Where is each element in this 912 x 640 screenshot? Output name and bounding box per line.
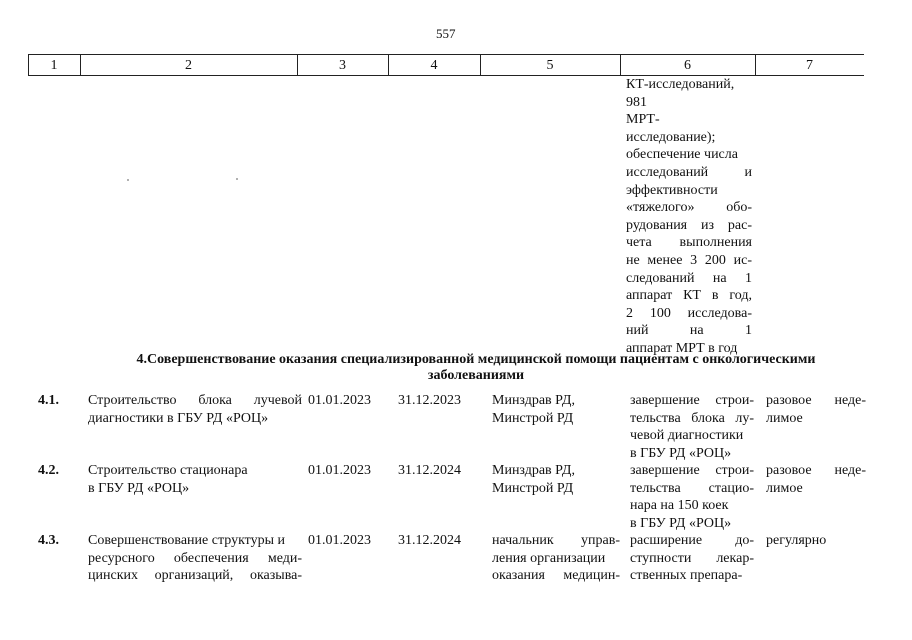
column-header-6: 6 (684, 58, 691, 73)
text-line: исследование); (626, 129, 716, 145)
text-line: рудования из рас- (626, 217, 752, 233)
header-top-rule (28, 54, 864, 55)
column-header-1: 1 (50, 58, 58, 73)
measure-name: Строительство стационара в ГБУ РД «РОЦ» (88, 463, 248, 496)
text-line: чета выполнения (626, 235, 752, 251)
text-line: 981 (626, 94, 647, 110)
text-line: обеспечение числа (626, 147, 738, 163)
expected-result: завершение строи- тельства стацио- нара на 150 коек в ГБУ РД «РОЦ» (630, 463, 754, 531)
row-number: 4.1. (38, 393, 59, 408)
scan-speck (127, 179, 129, 181)
column-header-3: 3 (339, 58, 346, 73)
responsible: Минздрав РД, Минстрой РД (492, 463, 575, 496)
start-date: 01.01.2023 (308, 393, 371, 408)
column-header-7: 7 (806, 58, 813, 73)
responsible: Минздрав РД, Минстрой РД (492, 393, 575, 426)
result-type: разовое неде- лимое (766, 393, 866, 426)
section-title-line: заболеваниями (427, 368, 525, 383)
scan-speck (236, 178, 238, 180)
end-date: 31.12.2023 (398, 393, 461, 408)
page-number: 557 (436, 26, 456, 41)
text-line: аппарат КТ в год, (626, 288, 752, 304)
end-date: 31.12.2024 (398, 463, 461, 478)
section-title-line: 4.Совершенствование оказания специализированной медицинской помощи пациентам с онкологическими (136, 352, 816, 367)
column-header-5: 5 (546, 58, 554, 73)
expected-result: расширение до- ступности лекар- ственных препара- (630, 533, 754, 583)
result-type: разовое неде- лимое (766, 463, 866, 496)
text-line: «тяжелого» обо- (626, 200, 752, 216)
row-number: 4.2. (38, 463, 59, 478)
text-line: МРТ- (626, 112, 660, 128)
text-line: ний на 1 (626, 323, 752, 339)
start-date: 01.01.2023 (308, 533, 371, 548)
text-line: следований на 1 (626, 270, 752, 286)
continuation-text (626, 76, 752, 358)
result-type: регулярно (766, 533, 827, 548)
row-number: 4.3. (38, 533, 59, 548)
measure-name: Строительство блока лучевой диагностики в ГБУ РД «РОЦ» (88, 393, 302, 426)
text-line: не менее 3 200 ис- (626, 252, 752, 268)
text-line: аппарат МРТ в год (626, 340, 738, 356)
responsible: начальник управ- ления организации оказания медицин- (492, 533, 620, 583)
column-header-2: 2 (185, 58, 192, 73)
column-header-4: 4 (430, 58, 438, 73)
text-line: КТ-исследований, (626, 77, 735, 92)
measure-name: Совершенствование структуры и ресурсного обеспечения меди- цинских организаций, оказыва- (88, 533, 302, 583)
start-date: 01.01.2023 (308, 463, 371, 478)
text-line: эффективности (626, 182, 718, 198)
section-title (96, 352, 856, 384)
text-line: исследований и (626, 164, 752, 180)
text-line: 2 100 исследова- (626, 305, 752, 321)
end-date: 31.12.2024 (398, 533, 461, 548)
expected-result: завершение строи- тельства блока лу- чевой диагностики в ГБУ РД «РОЦ» (630, 393, 754, 461)
